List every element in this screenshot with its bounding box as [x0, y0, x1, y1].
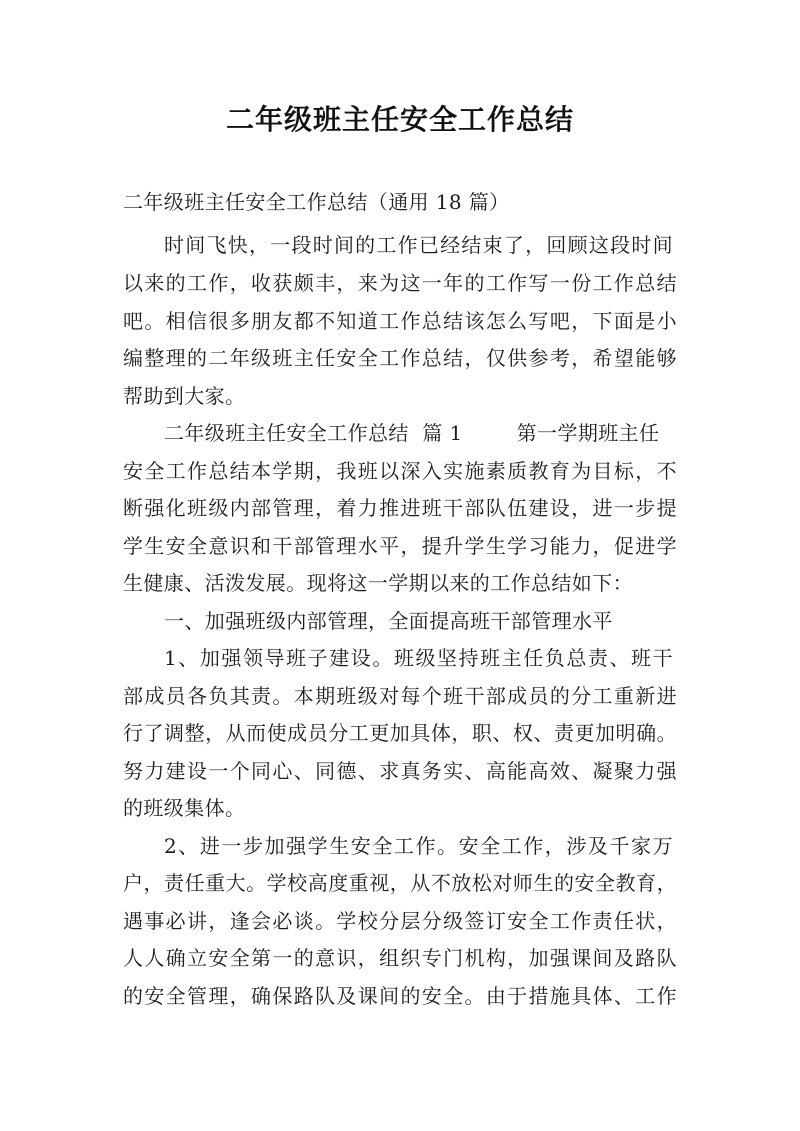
- body-line: 努力建设一个同心、同德、求真务实、高能高效、凝聚力强: [123, 759, 677, 783]
- subheading-line: 一、加强班级内部管理，全面提高班干部管理水平: [164, 609, 613, 633]
- body-line: 的安全管理，确保路队及课间的安全。由于措施具体、工作: [123, 984, 677, 1008]
- body-line: 2、进一步加强学生安全工作。安全工作，涉及千家万: [164, 834, 673, 858]
- section-heading-line: 二年级班主任安全工作总结 篇 1 第一学期班主任: [164, 421, 660, 445]
- body-line: 以来的工作，收获颇丰，来为这一年的工作写一份工作总结: [123, 271, 677, 295]
- body-line: 人人确立安全第一的意识，组织专门机构，加强课间及路队: [123, 946, 677, 970]
- body-line: 遇事必讲，逢会必谈。学校分层分级签订安全工作责任状，: [123, 909, 677, 933]
- body-line: 的班级集体。: [123, 796, 246, 820]
- body-line: 时间飞快，一段时间的工作已经结束了，回顾这段时间: [164, 233, 673, 257]
- body-line: 安全工作总结本学期，我班以深入实施素质教育为目标，不: [123, 459, 677, 483]
- body-line: 部成员各负其责。本期班级对每个班干部成员的分工重新进: [123, 684, 677, 708]
- body-line: 断强化班级内部管理，着力推进班干部队伍建设，进一步提: [123, 496, 677, 520]
- body-line: 1、加强领导班子建设。班级坚持班主任负总责、班干: [164, 646, 673, 670]
- document-title: 二年级班主任安全工作总结: [225, 103, 574, 136]
- body-line: 编整理的二年级班主任安全工作总结，仅供参考，希望能够: [123, 346, 677, 370]
- body-line: 行了调整，从而使成员分工更加具体，职、权、责更加明确。: [123, 721, 677, 745]
- body-line: 户，责任重大。学校高度重视，从不放松对师生的安全教育，: [123, 871, 677, 895]
- body-line: 吧。相信很多朋友都不知道工作总结该怎么写吧，下面是小: [123, 309, 677, 333]
- body-line: 生健康、活泼发展。现将这一学期以来的工作总结如下：: [123, 571, 633, 595]
- body-line: 学生安全意识和干部管理水平，提升学生学习能力，促进学: [123, 534, 677, 558]
- subtitle-line: 二年级班主任安全工作总结（通用 18 篇）: [123, 190, 510, 214]
- body-line: 帮助到大家。: [123, 384, 246, 408]
